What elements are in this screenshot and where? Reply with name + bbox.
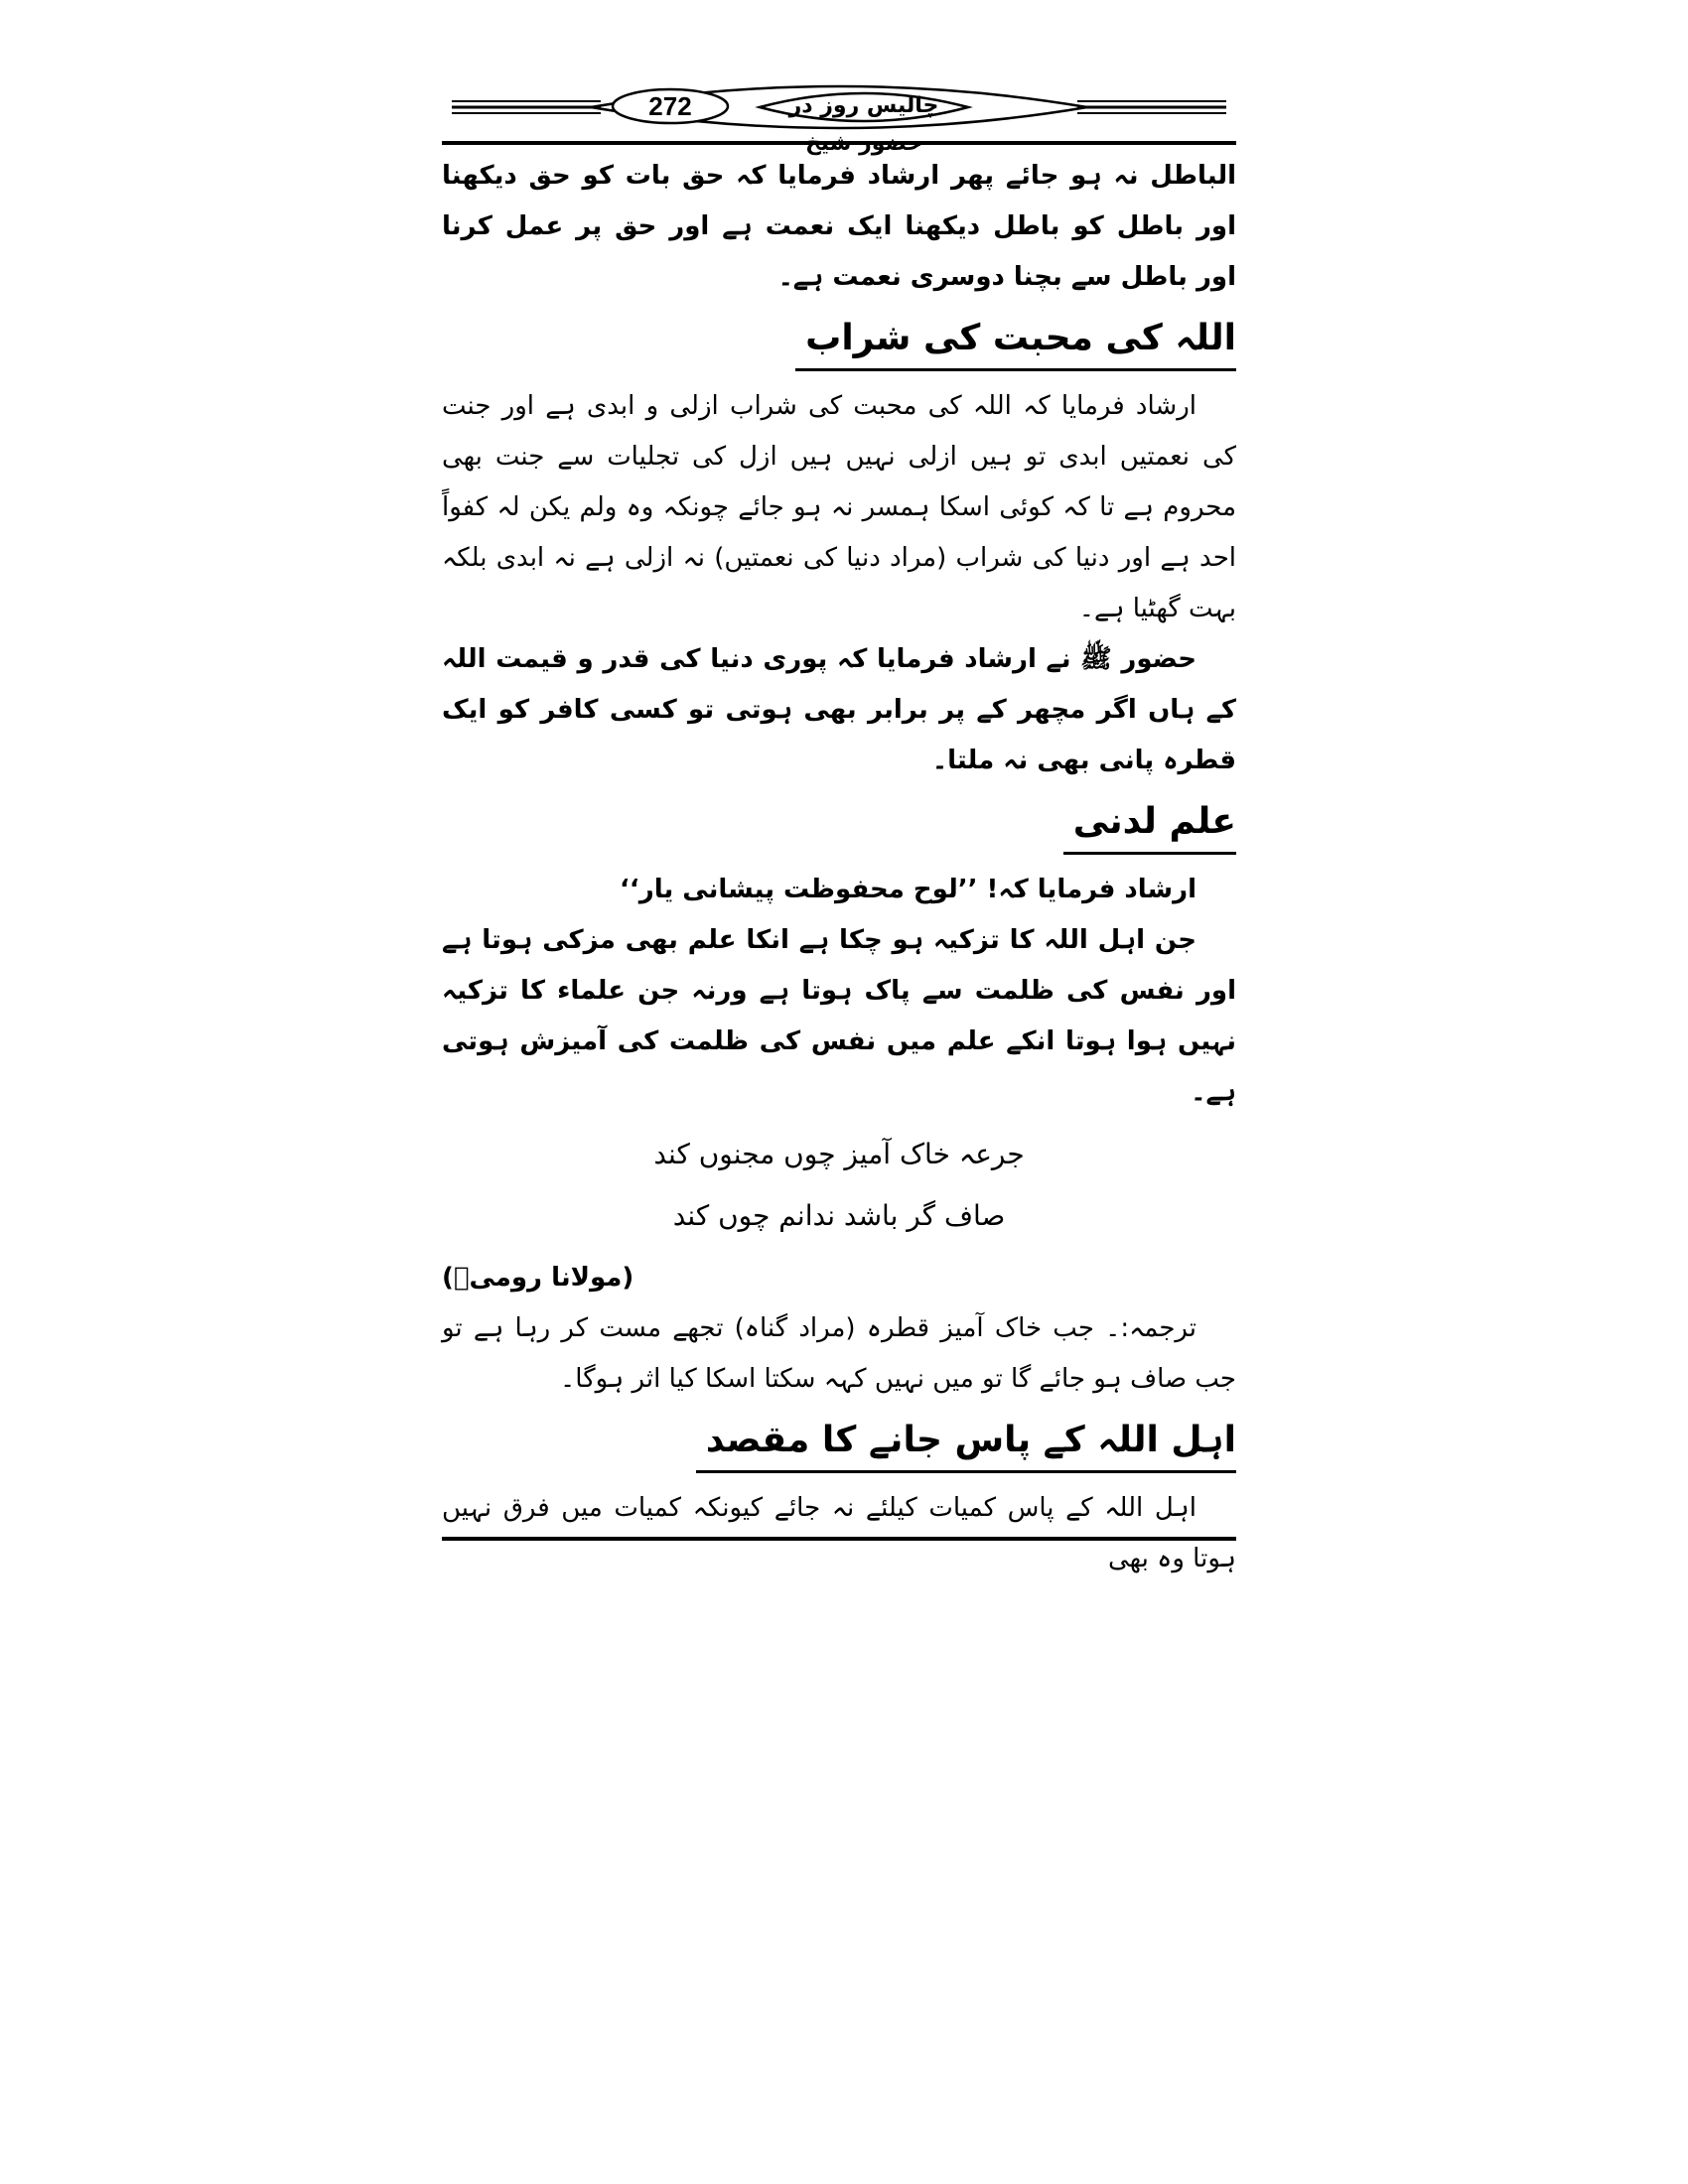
page-number: 272 <box>648 91 692 121</box>
paragraph-2: ارشاد فرمایا کہ اللہ کی محبت کی شراب ازلی و ابدی ہے اور جنت کی نعمتیں ابدی تو ہیں ازلی نہیں ہیں ازل کی تجلیات سے جنت بھی محروم ہے تا کہ کوئی اسکا ہمسر نہ ہو جائے چونکہ وہ ولم یکن لہ کفواً احد ہے اور دنیا کی شراب (مراد دنیا کی نعمتیں) نہ ازلی ہے نہ ابدی بلکہ بہت گھٹیا ہے۔ <box>442 391 1236 623</box>
running-title: چالیس روز در حضور شیخ <box>788 93 939 156</box>
verse-line-1: جرعہ خاک آمیز چوں مجنوں کند <box>653 1138 1025 1170</box>
paragraph-1: الباطل نہ ہو جائے پھر ارشاد فرمایا کہ حق بات کو حق دیکھنا اور باطل کو باطل دیکھنا ایک نعمت ہے اور حق پر عمل کرنا اور باطل سے بچنا دوسری نعمت ہے۔ <box>442 161 1236 292</box>
paragraph-6: ترجمہ:۔ جب خاک آمیز قطرہ (مراد گناہ) تجھے مست کر رہا ہے تو جب صاف ہو جائے گا تو میں نہیں کہہ سکتا اسکا کیا اثر ہوگا۔ <box>442 1313 1236 1394</box>
verse-line-2: صاف گر باشد ندانم چوں کند <box>672 1199 1006 1232</box>
paragraph-7: اہل اللہ کے پاس کمیات کیلئے نہ جائے کیونکہ کمیات میں فرق نہیں ہوتا وہ بھی <box>442 1493 1236 1573</box>
page-header <box>442 79 1236 156</box>
paragraph-4: ارشاد فرمایا کہ! ’’لوح محفوظت پیشانی یار‘‘ <box>620 875 1196 904</box>
persian-verse <box>442 1124 1236 1247</box>
section-heading-2: علم لدنی <box>1063 794 1236 855</box>
heading-wrap-1 <box>442 303 1236 381</box>
paragraph-3: حضور ﷺ نے ارشاد فرمایا کہ پوری دنیا کی قدر و قیمت اللہ کے ہاں اگر مچھر کے پر برابر بھی ہوتی تو کسی کافر کو ایک قطرہ پانی بھی نہ ملتا۔ <box>442 644 1236 775</box>
section-heading-3: اہل اللہ کے پاس جانے کا مقصد <box>696 1413 1236 1473</box>
verse-attribution: (مولانا رومیؒ) <box>442 1263 634 1293</box>
book-page <box>442 79 1236 1573</box>
bottom-rule <box>442 1537 1236 1541</box>
top-rule <box>442 141 1236 145</box>
section-heading-1: اللہ کی محبت کی شراب <box>795 311 1236 371</box>
page-content <box>442 151 1236 1584</box>
heading-wrap-3 <box>442 1405 1236 1483</box>
paragraph-5: جن اہل اللہ کا تزکیہ ہو چکا ہے انکا علم بھی مزکی ہوتا ہے اور نفس کی ظلمت سے پاک ہوتا ہے ورنہ جن علماء کا تزکیہ نہیں ہوا ہوتا انکے علم میں نفس کی ظلمت کی آمیزش ہوتی ہے۔ <box>442 925 1236 1107</box>
heading-wrap-2 <box>442 786 1236 865</box>
